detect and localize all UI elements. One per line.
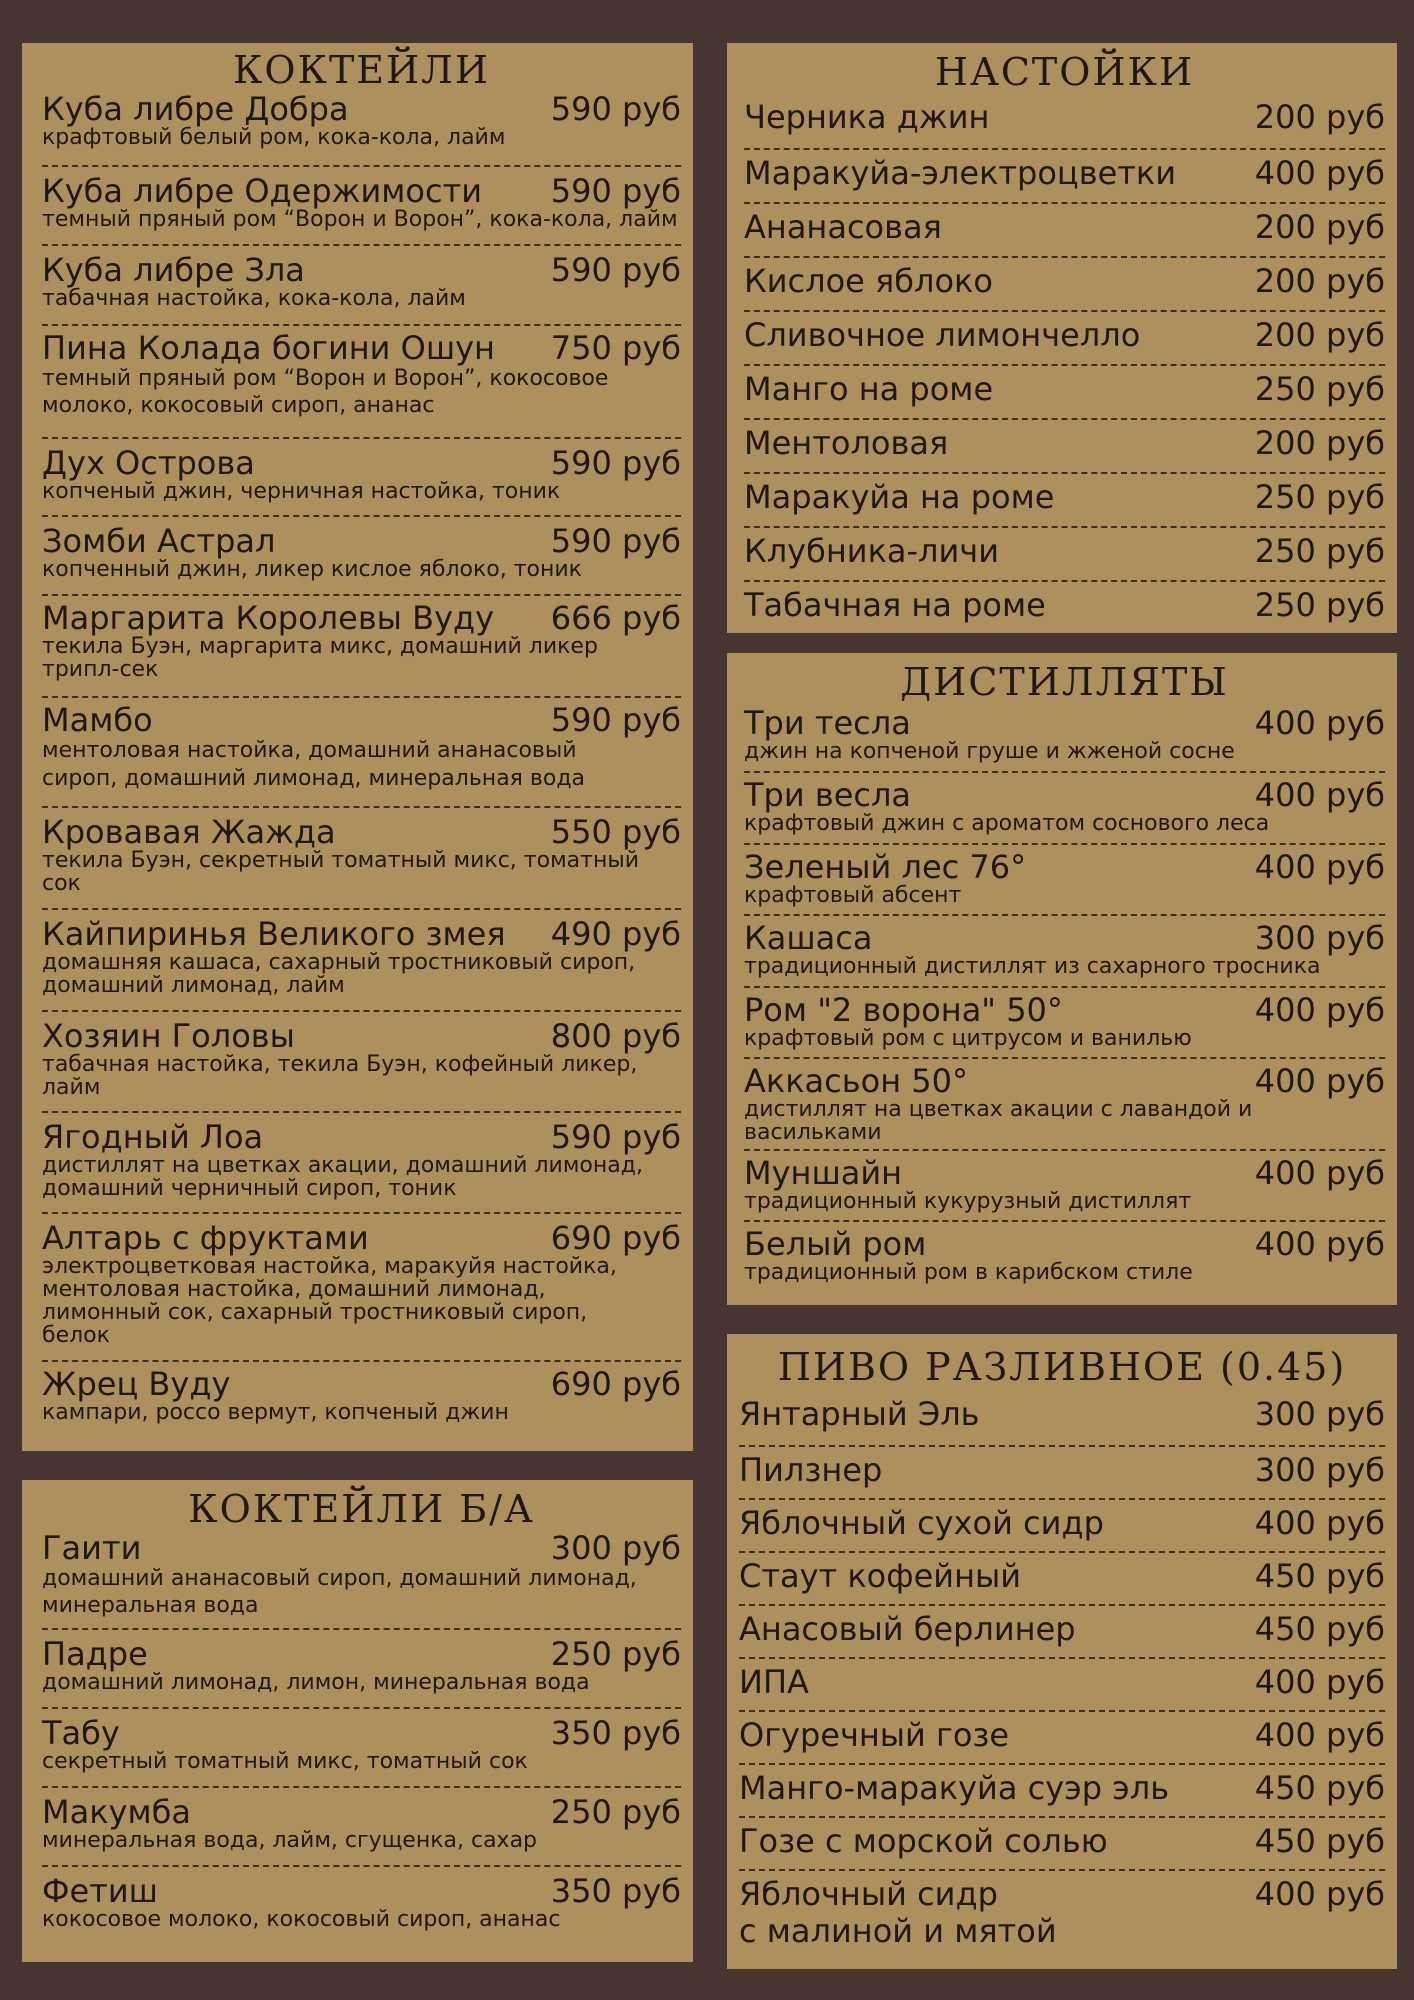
item-name: Маракуйа на роме [744,478,1055,516]
list-item [744,150,1385,204]
list-item [744,420,1385,474]
item-desc: традиционный дистиллят из сахарного тросника [744,953,1321,979]
list-item [744,705,1385,773]
item-price: 400 руб [1254,704,1385,742]
list-item [42,1113,681,1214]
nastoyki-title: НАСТОЙКИ [934,50,1195,94]
item-desc: дистиллят на цветках акации, домашний лимонад, домашний черничный сироп, тоник [42,1152,643,1201]
item-price: 400 руб [1254,1875,1385,1913]
item-name: Три весла [744,776,912,814]
item-name: Черника джин [744,98,990,136]
list-item [744,528,1385,582]
item-name: Кайпиринья Великого змея [42,915,506,953]
list-item [739,1396,1385,1447]
list-item [42,1530,681,1630]
list-item [42,808,681,910]
list-item [744,258,1385,312]
item-desc: домашний ананасовый сироп, домашний лимонад, минеральная вода [42,1565,637,1619]
item-desc: домашняя кашаса, сахарный тростниковый сироп, домашний лимонад, лайм [42,949,636,998]
item-desc: текила Буэн, маргарита микс, домашний ликер трипл-сек [42,633,598,682]
item-desc: копченый джин, черничная настойка, тоник [42,478,561,504]
list-item [744,312,1385,366]
item-price: 400 руб [1254,1062,1385,1100]
item-price: 750 руб [550,329,681,367]
item-price: 400 руб [1254,848,1385,886]
item-price: 590 руб [550,444,681,482]
item-name: Янтарный Эль [739,1395,980,1433]
list-item [739,1765,1385,1818]
item-name: Манго-маракуйа суэр эль [739,1769,1170,1807]
list-item [744,845,1385,916]
item-price: 400 руб [1254,154,1385,192]
item-name: Стаут кофейный [739,1557,1022,1595]
beer-title: ПИВО РАЗЛИВНОЕ (0.45) [777,1345,1347,1389]
list-item [42,1867,681,1937]
list-item [42,1362,681,1432]
item-name: Кислое яблоко [744,262,993,300]
list-item [744,474,1385,528]
item-price: 350 руб [550,1872,681,1910]
item-name: Алтарь с фруктами [42,1219,369,1257]
item-price: 200 руб [1254,262,1385,300]
item-price: 400 руб [1254,1663,1385,1701]
item-price: 450 руб [1254,1557,1385,1595]
item-name: Табу [42,1714,120,1752]
list-item [42,439,681,517]
item-price: 490 руб [550,915,681,953]
na-cocktails-panel [22,1480,693,1962]
item-name: Падре [42,1635,148,1673]
item-desc: крафтовый белый ром, кока-кола, лайм [42,124,506,150]
list-item [744,1222,1385,1288]
list-item [42,326,681,439]
item-desc: минеральная вода, лайм, сгущенка, сахар [42,1827,538,1853]
item-price: 400 руб [1254,1154,1385,1192]
list-item [42,246,681,326]
list-item [744,773,1385,845]
item-price: 590 руб [550,172,681,210]
item-price: 590 руб [550,1118,681,1156]
item-name: Ром "2 ворона" 50° [744,991,1063,1029]
item-price: 450 руб [1254,1610,1385,1648]
item-price: 250 руб [550,1635,681,1673]
list-item [744,582,1385,632]
list-item [739,1606,1385,1659]
list-item [739,1447,1385,1500]
item-price: 200 руб [1254,316,1385,354]
item-desc: секретный томатный микс, томатный сок [42,1748,528,1774]
na-cocktails-title: КОКТЕЙЛИ Б/А [188,1487,535,1531]
distillates-list [744,705,1385,1288]
list-item [42,1630,681,1709]
list-item [42,517,681,596]
item-price: 300 руб [1254,1395,1385,1433]
beer-list [739,1396,1385,1951]
item-price: 200 руб [1254,98,1385,136]
item-name: Фетиш [42,1872,158,1910]
item-name: Клубника-личи [744,532,999,570]
item-price: 800 руб [550,1017,681,1055]
item-name: Куба либре Зла [42,251,305,289]
item-price: 400 руб [1254,776,1385,814]
item-name: Анасовый берлинер [739,1610,1076,1648]
item-name: Пилзнер [739,1451,883,1489]
item-desc: текила Буэн, секретный томатный микс, томатный сок [42,847,640,896]
item-price: 590 руб [550,251,681,289]
item-price: 400 руб [1254,1225,1385,1263]
list-item [739,1500,1385,1553]
item-desc: крафтовый джин с ароматом соснового леса [744,810,1270,836]
item-name: Гаити [42,1529,142,1567]
item-name: Ментоловая [744,424,949,462]
list-item [744,204,1385,258]
list-item [42,1709,681,1788]
item-desc: джин на копченой груше и жженой сосне [744,738,1235,764]
item-name: Куба либре Одержимости [42,172,483,210]
item-price: 250 руб [1254,532,1385,570]
cocktails-list [42,91,681,1432]
item-name: Пина Колада богини Ошун [42,329,495,367]
item-name: Белый ром [744,1225,927,1263]
item-price: 590 руб [550,522,681,560]
item-price: 200 руб [1254,208,1385,246]
item-price: 450 руб [1254,1769,1385,1807]
item-name: Хозяин Головы [42,1017,295,1055]
item-name: Яблочный сидр [739,1875,998,1913]
list-item [42,1012,681,1113]
item-price: 590 руб [550,90,681,128]
list-item [739,1712,1385,1765]
item-desc: дистиллят на цветках акации с лавандой и васильками [744,1096,1253,1145]
item-desc: табачная настойка, кока-кола, лайм [42,285,466,311]
list-item [739,1553,1385,1606]
item-name: Кровавая Жажда [42,813,336,851]
item-price: 300 руб [1254,919,1385,957]
item-name: Огуречный гозе [739,1716,1010,1754]
item-desc: традиционный ром в карибском стиле [744,1259,1193,1285]
item-name: Ягодный Лоа [42,1118,264,1156]
item-name: Жрец Вуду [42,1365,231,1403]
item-price: 300 руб [1254,1451,1385,1489]
item-price: 250 руб [1254,370,1385,408]
item-name: Яблочный сухой сидр [739,1504,1104,1542]
list-item [42,1214,681,1362]
nastoyki-list [744,97,1385,632]
item-name: Муншайн [744,1154,903,1192]
list-item [744,916,1385,988]
na-cocktails-list [42,1530,681,1937]
item-price: 250 руб [550,1793,681,1831]
list-item [42,91,681,167]
nastoyki-panel [727,43,1397,633]
item-desc: темный пряный ром “Ворон и Ворон”, кока-кола, лайм [42,206,678,232]
item-desc: кокосовое молоко, кокосовый сироп, ананас [42,1906,561,1932]
item-name-line2: с малиной и мятой [739,1911,1057,1950]
item-desc: крафтовый ром с цитрусом и ванилью [744,1025,1192,1051]
item-name: Макумба [42,1793,191,1831]
item-price: 690 руб [550,1219,681,1257]
cocktails-title: КОКТЕЙЛИ [232,48,491,92]
item-price: 450 руб [1254,1822,1385,1860]
list-item [42,910,681,1012]
item-desc: домашний лимонад, лимон, минеральная вода [42,1669,590,1695]
item-name: Маргарита Королевы Вуду [42,599,495,637]
list-item [739,1659,1385,1712]
item-name: Аккасьон 50° [744,1062,968,1100]
item-name: Зомби Астрал [42,522,276,560]
item-price: 250 руб [1254,586,1385,624]
list-item [744,1151,1385,1222]
list-item [42,1788,681,1867]
item-price: 690 руб [550,1365,681,1403]
list-item [744,97,1385,150]
item-name: Гозе с морской солью [739,1822,1108,1860]
item-desc: копченный джин, ликер кислое яблоко, тоник [42,556,582,582]
item-price: 250 руб [1254,478,1385,516]
item-name: Сливочное лимончелло [744,316,1141,354]
item-desc: табачная настойка, текила Буэн, кофейный ликер, лайм [42,1051,638,1100]
item-price: 550 руб [550,813,681,851]
item-desc: ментоловая настойка, домашний ананасовый сироп, домашний лимонад, минеральная вода [42,737,586,792]
item-name: Манго на роме [744,370,994,408]
distillates-title: ДИСТИЛЛЯТЫ [900,660,1229,704]
list-item [744,988,1385,1059]
item-price: 400 руб [1254,1716,1385,1754]
item-name: Зеленый лес 76° [744,848,1027,886]
item-desc: темный пряный ром “Ворон и Ворон”, кокосовое молоко, кокосовый сироп, ананас [42,365,609,419]
item-name: ИПА [739,1663,809,1701]
item-desc: крафтовый абсент [744,882,962,908]
item-price: 200 руб [1254,424,1385,462]
item-price: 300 руб [550,1529,681,1567]
item-desc: традиционный кукурузный дистиллят [744,1188,1192,1214]
item-name: Табачная на роме [744,586,1046,624]
item-name: Кашаса [744,919,873,957]
item-name: Куба либре Добра [42,90,349,128]
item-price: 400 руб [1254,1504,1385,1542]
item-name: Три тесла [744,704,911,742]
item-desc: кампари, россо вермут, копченый джин [42,1399,509,1425]
distillates-panel [727,653,1397,1305]
item-name: Дух Острова [42,444,255,482]
item-desc: электроцветковая настойка, маракуйя настойка, ментоловая настойка, домашний лимонад, лимонный сок, сахарный тростниковый сироп, белок [42,1253,617,1349]
item-name: Мамбо [42,701,153,739]
cocktails-panel [22,43,693,1451]
list-item [744,1059,1385,1151]
list-item [744,366,1385,420]
beer-panel [727,1334,1397,1969]
list-item [739,1871,1385,1951]
item-name: Маракуйа-электроцветки [744,154,1177,192]
item-price: 590 руб [550,701,681,739]
list-item [42,167,681,246]
item-price: 400 руб [1254,991,1385,1029]
item-name: Ананасовая [744,208,942,246]
item-price: 350 руб [550,1714,681,1752]
list-item [42,596,681,698]
list-item [739,1818,1385,1871]
list-item [42,698,681,808]
item-price: 666 руб [550,599,681,637]
